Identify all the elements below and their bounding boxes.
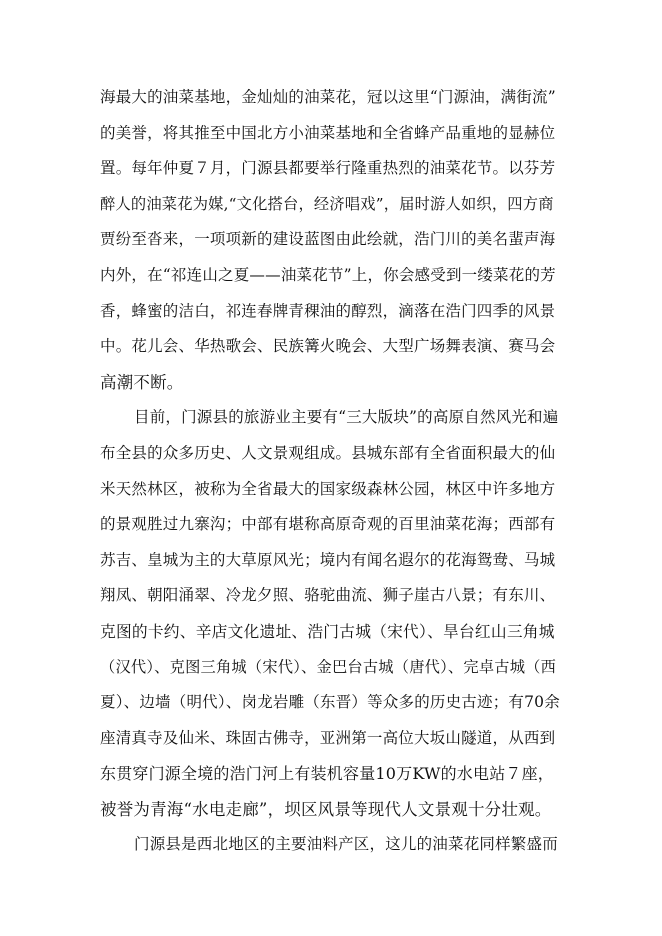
- text-line: 克图的卡约、辛店文化遗址、浩门古城（宋代）、旱台红山三角城: [100, 621, 555, 641]
- text-line: 海最大的油菜基地，金灿灿的油菜花，冠以这里“门源油，满街流”: [100, 88, 556, 106]
- text-line: 内外，在“祁连山之夏——油菜花节”上，你会感受到一缕菜花的芳: [100, 265, 556, 284]
- body-text: [100, 80, 560, 863]
- text-line: 布全县的众多历史、人文景观组成。县城东部有全省面积最大的仙: [100, 443, 556, 462]
- text-line: 置。每年仲夏７月，门源县都要举行隆重热烈的油菜花节。以芬芳: [100, 159, 556, 178]
- text-line: 醉人的油菜花为媒,“文化搭台，经济唱戏”，届时游人如织，四方商: [100, 194, 554, 213]
- text-line: 座清真寺及仙米、珠固古佛寺，亚洲第一高位大坂山隧道，从西到: [100, 728, 556, 747]
- text-line: 的景观胜过九寨沟；中部有堪称高原奇观的百里油菜花海；西部有: [100, 515, 556, 534]
- text-line: 的美誉，将其推至中国北方小油菜基地和全省蜂产品重地的显赫位: [100, 123, 556, 142]
- text-line: 高潮不断。: [100, 372, 184, 392]
- text-line: 香，蜂蜜的洁白，祁连春牌青稞油的醇烈，滴落在浩门四季的风景: [100, 301, 556, 320]
- text-line: 被誉为青海“水电走廊”，坝区风景等现代人文景观十分壮观。: [100, 799, 552, 819]
- text-line: 门源县是西北地区的主要油料产区，这儿的油菜花同样繁盛而: [134, 835, 558, 854]
- text-line: 中。花儿会、华热歌会、民族篝火晚会、大型广场舞表演、赛马会: [100, 337, 556, 356]
- text-line: 苏吉、皇城为主的大草原风光；境内有闻名遐尔的花海鸳鸯、马城: [100, 550, 556, 569]
- text-line: （汉代）、克图三角城（宋代）、金巴台古城（唐代）、完卓古城（西: [100, 657, 557, 676]
- text-line: 贾纷至沓来，一项项新的建设蓝图由此绘就，浩门川的美名蜚声海: [100, 230, 556, 249]
- text-line: 东贯穿门源全境的浩门河上有装机容量10万KW的水电站７座，: [100, 764, 554, 784]
- text-line: 米天然林区，被称为全省最大的国家级森林公园，林区中许多地方: [100, 479, 556, 498]
- text-line: 翔凤、朝阳涌翠、冷龙夕照、骆驼曲流、狮子崖古八景；有东川、: [100, 586, 556, 605]
- text-line: 目前，门源县的旅游业主要有“三大版块”的高原自然风光和遍: [134, 408, 559, 427]
- text-line: 夏）、边墙（明代）、岗龙岩雕（东晋）等众多的历史古迹；有70余: [100, 693, 560, 712]
